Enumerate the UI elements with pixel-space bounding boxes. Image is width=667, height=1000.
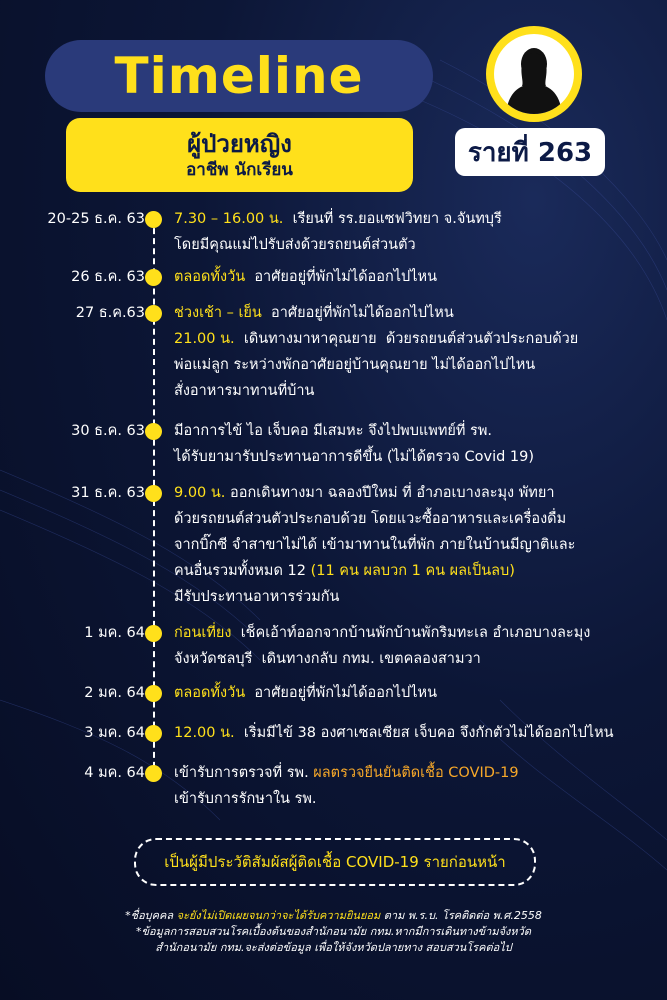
- timeline-dot: [145, 765, 162, 782]
- timeline-text: จังหวัดชลบุรี เดินทางกลับ กทม. เขตคลองสามวา: [174, 651, 481, 667]
- timeline-line: [174, 264, 666, 290]
- timeline-text: โดยมีคุณแม่ไปรับส่งด้วยรถยนต์ส่วนตัว: [174, 237, 416, 253]
- timeline-text: ตลอดทั้งวัน: [174, 685, 246, 701]
- timeline-text: 12.00 น.: [174, 725, 235, 741]
- timeline-line: [174, 326, 666, 352]
- timeline-text: ออกเดินทางมา ฉลองปีใหม่ ที่ อำภอเบางละมุง พัทยา: [225, 485, 555, 501]
- timeline-text: เรียนที่ รร.ยอแซฟวิทยา จ.จันทบุรี: [283, 211, 502, 227]
- footer-line-1-highlight: จะยังไม่เปิดเผยจนกว่าจะได้รับความยินยอม: [176, 909, 381, 922]
- timeline-text: เดินทางมาหาคุณยาย ด้วยรถยนต์ส่วนตัวประกอบด้วย: [234, 331, 579, 347]
- timeline-line: [174, 418, 666, 444]
- timeline-line: [174, 532, 666, 558]
- timeline-text: ตลอดทั้งวัน: [174, 269, 246, 285]
- timeline-text: เข้ารับการตรวจที่ รพ.: [174, 765, 314, 781]
- timeline-text: 21.00 น.: [174, 331, 235, 347]
- timeline-text: ก่อนเที่ยง: [174, 625, 232, 641]
- timeline-line: [174, 300, 666, 326]
- footer-disclaimer: [0, 908, 667, 956]
- timeline-date: 27 ธ.ค.63: [75, 305, 145, 321]
- footer-line-1-prefix: *ชื่อบุคคล: [125, 909, 177, 922]
- timeline-line: [174, 352, 666, 378]
- timeline-dot: [145, 485, 162, 502]
- timeline-text: ผลตรวจยืนยันติดเชื้อ COVID-19: [313, 765, 519, 781]
- timeline-text: คนอื่นรวมทั้งหมด 12: [174, 563, 311, 579]
- timeline-text: 9.00 น.: [174, 485, 226, 501]
- footer-line-2: *ข้อมูลการสอบสวนโรคเบื้องต้นของสำนักอนามัย กทม.หากมีการเดินทางข้ามจังหวัด: [136, 925, 531, 938]
- timeline-content: [174, 720, 666, 746]
- timeline-date: 4 มค. 64: [84, 765, 145, 781]
- timeline-dot: [145, 685, 162, 702]
- timeline-date: 20-25 ธ.ค. 63: [47, 211, 145, 227]
- timeline-text: เข้ารับการรักษาใน รพ.: [174, 791, 317, 807]
- patient-label: ผู้ป่วยหญิง: [187, 130, 292, 158]
- timeline-line: [174, 786, 666, 812]
- timeline-dot: [145, 269, 162, 286]
- timeline-line: [174, 206, 666, 232]
- timeline-dot: [145, 725, 162, 742]
- timeline-text: จากบิ๊กซี จำสาขาไม่ได้ เข้ามาทานในที่พัก ภายในบ้านมีญาติและ: [174, 537, 576, 553]
- timeline-date: 30 ธ.ค. 63: [71, 423, 145, 439]
- timeline-content: [174, 300, 666, 404]
- timeline-content: [174, 680, 666, 706]
- timeline-text: อาศัยอยู่ที่พักไม่ได้ออกไปไหน: [245, 269, 438, 285]
- timeline-line: [174, 584, 666, 610]
- timeline-line: [174, 232, 666, 258]
- timeline-date: 3 มค. 64: [84, 725, 145, 741]
- contact-history-note: เป็นผู้มีประวัติสัมผัสผู้ติดเชื้อ COVID-19 รายก่อนหน้า: [134, 838, 536, 886]
- timeline-text: มีรับประทานอาหารร่วมกัน: [174, 589, 340, 605]
- timeline-text: เริ่มมีไข้ 38 องศาเซลเซียส เจ็บคอ จึงกักตัวไม่ได้ออกไปไหน: [234, 725, 614, 741]
- timeline-line: [174, 444, 666, 470]
- timeline-text: 7.30 – 16.00 น.: [174, 211, 284, 227]
- timeline-text: อาศัยอยู่ที่พักไม่ได้ออกไปไหน: [245, 685, 438, 701]
- timeline-content: [174, 264, 666, 290]
- occupation-label: อาชีพ นักเรียน: [186, 160, 293, 180]
- timeline-line: [174, 760, 666, 786]
- timeline-dot: [145, 305, 162, 322]
- footer-line-1-suffix: ตาม พ.ร.บ. โรคติดต่อ พ.ศ.2558: [380, 909, 542, 922]
- timeline-line: [174, 480, 666, 506]
- footer-line-1: [0, 908, 667, 924]
- footer-line-3: สำนักอนามัย กทม.จะส่งต่อข้อมูล เพื่อให้จังหวัดปลายทาง สอบสวนโรคต่อไป: [155, 941, 512, 954]
- timeline-text: สั่งอาหารมาทานที่บ้าน: [174, 383, 315, 399]
- timeline-content: [174, 418, 666, 470]
- timeline-line: [174, 620, 666, 646]
- timeline-line: [174, 680, 666, 706]
- timeline-content: [174, 760, 666, 812]
- timeline-text: เช็คเอ้าท์ออกจากบ้านพักบ้านพักริมทะเล อำเภอบางละมุง: [231, 625, 591, 641]
- timeline-dot: [145, 211, 162, 228]
- page-title: Timeline: [114, 47, 364, 105]
- timeline-dot: [145, 625, 162, 642]
- timeline-line: [174, 506, 666, 532]
- timeline-content: [174, 620, 666, 672]
- timeline-line: [174, 558, 666, 584]
- timeline-content: [174, 206, 666, 258]
- timeline-line: [174, 646, 666, 672]
- timeline-date: 31 ธ.ค. 63: [71, 485, 145, 501]
- timeline-text: ด้วยรถยนต์ส่วนตัวประกอบด้วย โดยแวะซื้ออาหารและเครื่องดื่ม: [174, 511, 567, 527]
- timeline-dot: [145, 423, 162, 440]
- timeline-text: ได้รับยามารับประทานอาการดีขึ้น (ไม่ได้ตรวจ Covid 19): [174, 449, 535, 465]
- timeline-text: อาศัยอยู่ที่พักไม่ได้ออกไปไหน: [261, 305, 454, 321]
- timeline-text: ช่วงเช้า – เย็น: [174, 305, 262, 321]
- timeline-text: มีอาการไข้ ไอ เจ็บคอ มีเสมหะ จึงไปพบแพทย์ที่ รพ.: [174, 423, 493, 439]
- timeline-line: [174, 720, 666, 746]
- timeline-date: 2 มค. 64: [84, 685, 145, 701]
- timeline-text: (11 คน ผลบวก 1 คน ผลเป็นลบ): [310, 563, 515, 579]
- timeline-line: [174, 378, 666, 404]
- case-number-badge: รายที่ 263: [455, 128, 605, 176]
- timeline-date: 1 มค. 64: [84, 625, 145, 641]
- timeline-date: 26 ธ.ค. 63: [71, 269, 145, 285]
- timeline-content: [174, 480, 666, 610]
- timeline-text: พ่อแม่ลูก ระหว่างพักอาศัยอยู่บ้านคุณยาย ไม่ได้ออกไปไหน: [174, 357, 536, 373]
